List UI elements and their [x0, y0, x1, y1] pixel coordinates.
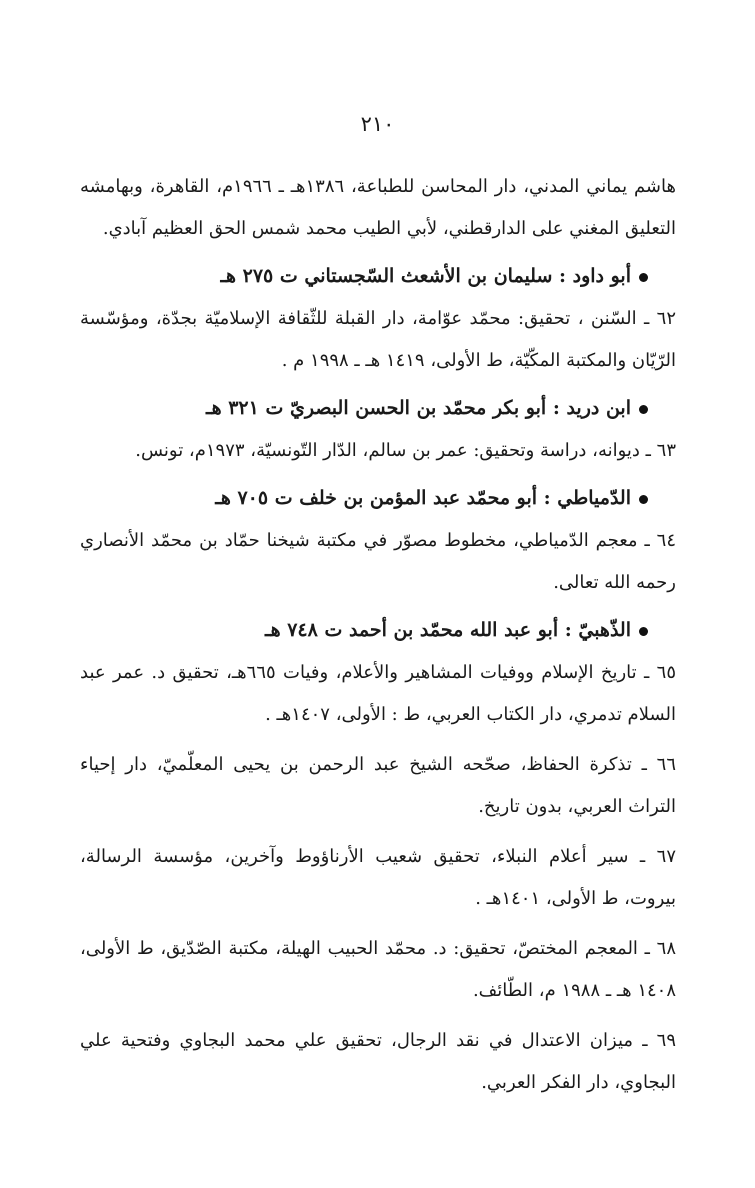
- bibliography-entry: ٦٨ ـ المعجم المختصّ، تحقيق: د. محمّد الحبيب الهيلة، مكتبة الصّدّيق، ط الأولى، ١٤٠٨ هـ ـ ١٩٨٨ م، الطّائف.: [80, 938, 676, 1001]
- author-heading-text: الذّهبيّ : أبو عبد الله محمّد بن أحمد ت ٧٤٨ هـ: [265, 619, 631, 641]
- author-heading-text: الدّمياطي : أبو محمّد عبد المؤمن بن خلف ت ٧٠٥ هـ: [215, 487, 631, 509]
- author-heading: [80, 254, 676, 298]
- continued-entry-paragraph: هاشم يماني المدني، دار المحاسن للطباعة، ١٣٨٦هـ ـ ١٩٦٦م، القاهرة، وبهامشه التعليق المغني على الدارقطني، لأبي الطيب محمد شمس الحق العظيم آبادي.: [80, 176, 676, 239]
- bullet-icon: [639, 273, 648, 282]
- bibliography-entry: ٦٤ ـ معجم الدّمياطي، مخطوط مصوّر في مكتبة شيخنا حمّاد بن محمّد الأنصاري رحمه الله تعالى.: [80, 530, 676, 593]
- page-number: ٢١٠: [360, 112, 395, 136]
- author-heading-text: ابن دريد : أبو بكر محمّد بن الحسن البصريّ ت ٣٢١ هـ: [206, 397, 631, 419]
- author-heading: [80, 386, 676, 430]
- bibliography-entry: ٦٢ ـ السّنن ، تحقيق: محمّد عوّامة، دار القبلة للثّقافة الإسلاميّة بجدّة، ومؤسّسة الرّيّان والمكتبة المكّيّة، ط الأولى، ١٤١٩ هـ ـ ١٩٩٨ م .: [80, 308, 676, 371]
- page-content: [80, 166, 676, 1104]
- bibliography-entry: ٦٦ ـ تذكرة الحفاظ، صحّحه الشيخ عبد الرحمن بن يحيى المعلّميّ، دار إحياء التراث العربي، بدون تاريخ.: [80, 754, 676, 817]
- bullet-icon: [639, 627, 648, 636]
- author-heading: [80, 476, 676, 520]
- bibliography-entry: ٦٩ ـ ميزان الاعتدال في نقد الرجال، تحقيق علي محمد البجاوي وفتحية علي البجاوي، دار الفكر العربي.: [80, 1030, 676, 1093]
- bullet-icon: [639, 495, 648, 504]
- author-heading-text: أبو داود : سليمان بن الأشعث السّجستاني ت ٢٧٥ هـ: [220, 265, 631, 287]
- bibliography-entry: ٦٣ ـ ديوانه، دراسة وتحقيق: عمر بن سالم، الدّار التّونسيّة، ١٩٧٣م، تونس.: [135, 440, 676, 461]
- bullet-icon: [639, 405, 648, 414]
- author-heading: [80, 608, 676, 652]
- bibliography-entry: ٦٧ ـ سير أعلام النبلاء، تحقيق شعيب الأرناؤوط وآخرين، مؤسسة الرسالة، بيروت، ط الأولى، ١٤٠١هـ .: [80, 846, 676, 909]
- bibliography-entry: ٦٥ ـ تاريخ الإسلام ووفيات المشاهير والأعلام، وفيات ٦٦٥هـ، تحقيق د. عمر عبد السلام تدمري، دار الكتاب العربي، ط : الأولى، ١٤٠٧هـ .: [80, 662, 676, 725]
